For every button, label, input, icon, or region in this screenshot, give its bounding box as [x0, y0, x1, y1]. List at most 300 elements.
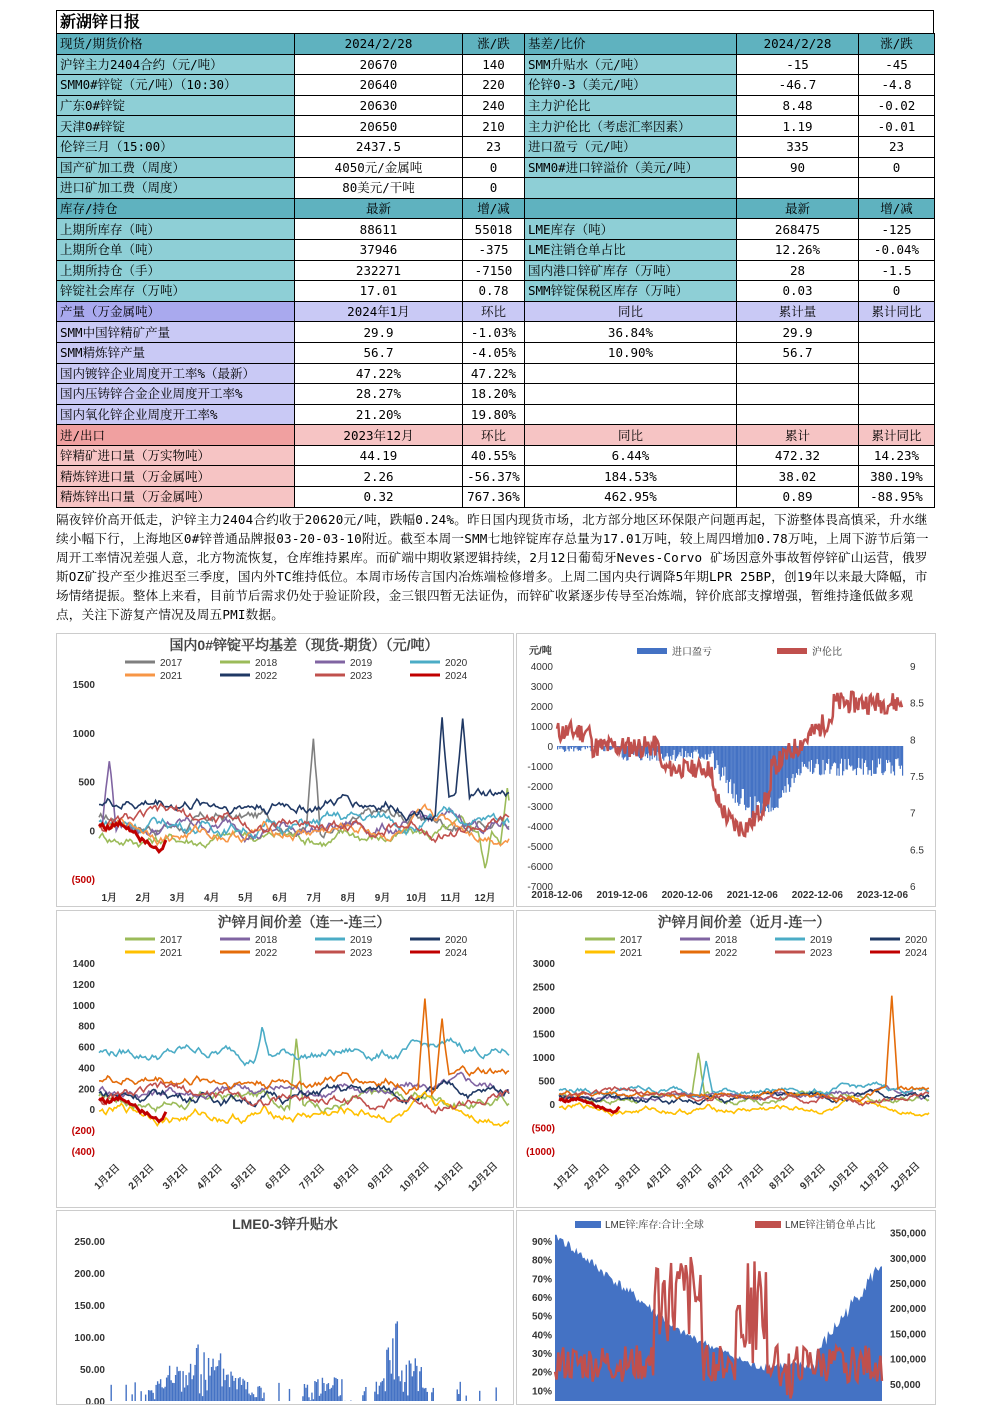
cell-value: 12.26%	[737, 239, 859, 260]
legend-label: 2024	[905, 948, 928, 959]
bar	[702, 746, 703, 758]
bar	[725, 746, 726, 783]
bar	[145, 1395, 146, 1401]
bar	[182, 1371, 183, 1401]
bar	[205, 1380, 206, 1401]
bar	[729, 746, 730, 782]
bar	[864, 746, 865, 763]
row-label: 精炼锌出口量（万金属吨）	[57, 487, 295, 508]
bar	[460, 1382, 461, 1401]
cell-value: 环比	[463, 301, 525, 322]
bar	[690, 746, 691, 757]
y-tick-label: 250.00	[74, 1237, 105, 1248]
bar	[379, 1386, 380, 1401]
bar	[160, 1379, 161, 1401]
cell-value: 23	[859, 136, 935, 157]
cell-value: 累计量	[737, 301, 859, 322]
y-tick-label: (400)	[72, 1147, 95, 1158]
y-tick-label: 60%	[532, 1293, 552, 1304]
bar	[730, 746, 731, 779]
bar	[457, 1389, 458, 1401]
cell-value: 2024年1月	[295, 301, 463, 322]
bar	[364, 1391, 365, 1401]
bar	[829, 746, 830, 774]
y-tick-label: 90%	[532, 1237, 552, 1248]
x-tick-label: 12月2日	[887, 1159, 922, 1194]
row-label: 基差/比价	[525, 34, 737, 55]
bar	[712, 746, 713, 751]
bar	[433, 1388, 434, 1401]
bar	[760, 746, 761, 813]
bar	[878, 746, 879, 759]
bar	[811, 746, 812, 760]
bar	[825, 746, 826, 770]
row-label: 天津0#锌锭	[57, 116, 295, 137]
row-label: 产量（万金属吨）	[57, 301, 295, 322]
bar	[832, 746, 833, 766]
bar	[218, 1360, 219, 1401]
x-tick-label: 2月2日	[125, 1161, 156, 1192]
bar	[736, 746, 737, 795]
row-label: 进/出口	[57, 425, 295, 446]
cell-value: 29.9	[737, 322, 859, 343]
cell-value	[737, 384, 859, 405]
x-tick-label: 9月2日	[365, 1161, 396, 1192]
bar	[391, 1374, 392, 1401]
bar	[837, 746, 838, 768]
bar	[250, 1395, 251, 1401]
y-tick-label: 0	[89, 1105, 95, 1116]
cell-value: 29.9	[295, 322, 463, 343]
bar	[149, 1391, 150, 1401]
bar	[840, 746, 841, 764]
cell-value: -15	[737, 54, 859, 75]
legend-swatch	[575, 1221, 601, 1228]
row-label: 伦锌0-3（美元/吨）	[525, 75, 737, 96]
bar	[885, 746, 886, 771]
bar	[319, 1396, 320, 1401]
bar	[754, 746, 755, 796]
table-row	[57, 198, 935, 219]
bar	[178, 1371, 179, 1401]
row-label: 国内港口锌矿库存（万吨）	[525, 260, 737, 281]
bar	[701, 746, 702, 757]
series-line	[99, 999, 509, 1095]
legend-label: 2020	[445, 658, 468, 669]
bar	[224, 1380, 225, 1401]
bar	[256, 1397, 257, 1401]
bar	[776, 746, 777, 807]
bar	[322, 1378, 323, 1401]
chart-lme-spread-panel	[56, 1210, 514, 1405]
bar	[338, 1396, 339, 1401]
bar	[870, 746, 871, 770]
cell-value: 最新	[295, 198, 463, 219]
bar	[110, 1385, 111, 1401]
bar	[819, 746, 820, 775]
cell-value: 20640	[295, 75, 463, 96]
x-tick-label: 12月2日	[465, 1159, 500, 1194]
bar	[610, 746, 611, 750]
bar	[170, 1380, 171, 1401]
y-tick-label: 1400	[73, 959, 96, 970]
row-label: 462.95%	[525, 487, 737, 508]
x-tick-label: 11月	[441, 891, 462, 904]
bar	[565, 746, 566, 751]
bar	[257, 1387, 258, 1401]
y-tick-label: 800	[78, 1022, 95, 1033]
bar	[190, 1364, 191, 1401]
cell-value: 55018	[463, 219, 525, 240]
bar	[161, 1387, 162, 1401]
cell-value: 210	[463, 116, 525, 137]
series-line	[559, 1087, 929, 1105]
cell-value: 47.22%	[463, 363, 525, 384]
bar	[682, 746, 683, 748]
bar	[758, 746, 759, 801]
x-tick-label: 9月2日	[797, 1161, 828, 1192]
bar	[900, 746, 901, 769]
cell-value: -1.03%	[463, 322, 525, 343]
table-row	[57, 301, 935, 322]
bar	[383, 1378, 384, 1401]
row-label: 现货/期货价格	[57, 34, 295, 55]
row-label: LME库存（吨）	[525, 219, 737, 240]
bar	[572, 746, 573, 747]
y-tick-label: 4000	[531, 662, 554, 673]
x-tick-label: 9月	[375, 891, 391, 904]
cell-value: 56.7	[295, 342, 463, 363]
x-tick-label: 10月2日	[397, 1159, 432, 1194]
bar	[575, 746, 576, 747]
y2-tick-label: 8.5	[910, 699, 924, 710]
table-row	[57, 322, 935, 343]
bar	[380, 1382, 381, 1401]
bar	[664, 746, 665, 757]
bar	[398, 1376, 399, 1401]
bar	[874, 746, 875, 774]
bar	[191, 1379, 192, 1401]
bar	[187, 1385, 188, 1401]
bar	[244, 1381, 245, 1401]
bar	[744, 746, 745, 805]
bar	[717, 746, 718, 765]
bar	[809, 746, 810, 762]
bar	[163, 1388, 164, 1401]
legend-swatch	[637, 648, 667, 654]
legend-label: 2022	[255, 671, 278, 682]
bar	[392, 1338, 393, 1401]
row-label: 沪锌主力2404合约（元/吨）	[57, 54, 295, 75]
bar	[849, 746, 850, 765]
bar	[671, 746, 672, 760]
table-row	[57, 404, 935, 425]
bar	[239, 1377, 240, 1401]
cell-value: 0	[463, 178, 525, 199]
series-line	[559, 996, 929, 1102]
y-tick-label: 3000	[533, 959, 556, 970]
bar	[211, 1367, 212, 1401]
y-tick-label: 500	[78, 778, 95, 789]
cell-value: 23	[463, 136, 525, 157]
row-label: 国内镀锌企业周度开工率%（最新）	[57, 363, 295, 384]
bar	[774, 746, 775, 808]
y-tick-label: 50%	[532, 1312, 552, 1323]
bar	[675, 746, 676, 761]
cell-value: -375	[463, 239, 525, 260]
cell-value: 268475	[737, 219, 859, 240]
table-row	[57, 136, 935, 157]
market-commentary: 隔夜锌价高开低走，沪锌主力2404合约收于20620元/吨，跌幅0.24%。昨日国内现货市场，北方部分地区环保限产问题再起，下游整体畏高慎采，升水继续小幅下行，上海地区0#锌普通品牌报03-20-03-10附近。截至本周一SMM七地锌锭库存总量为17.01万吨，较上周四增加0.78万吨，上周下游节后第一周开工率情况差强人意，北方物流恢复，仓库维持累库。而矿端中期收紧逻辑持续，2月12日葡萄牙Neves-Corvo 矿场因意外事故暂停锌矿山运营，俄罗斯OZ矿投产至少推迟至三季度，国内外TC维持低位。本周市场传言国内冶炼端检修增多。上周二国内央行调降5年期LPR 25BP，创19年以来最大降幅，市场情绪提振。整体上来看，目前节后需求仍处于验证阶段，金三银四暂无法证伪，而锌矿收紧逐步传导至冶炼端，锌价底部支撑增强，暂维持逢低做多观点，关注下游复产情况及周五PMI数据。	[56, 510, 934, 624]
bar	[131, 1394, 132, 1401]
cell-value: 累计同比	[859, 301, 935, 322]
bar	[689, 746, 690, 756]
bar	[830, 746, 831, 769]
bar	[842, 746, 843, 775]
row-label: 主力沪伦比	[525, 95, 737, 116]
bar	[401, 1370, 402, 1401]
y-tick-label: -1000	[527, 762, 553, 773]
bar	[208, 1358, 209, 1401]
bar	[710, 746, 711, 754]
cell-value: -0.01	[859, 116, 935, 137]
bar	[750, 746, 751, 797]
bar	[697, 746, 698, 750]
y-tick-label: (500)	[72, 875, 95, 886]
y-tick-label: 2000	[533, 1006, 556, 1017]
bar	[217, 1366, 218, 1401]
bar	[691, 746, 692, 753]
bar	[574, 746, 575, 748]
bar	[814, 746, 815, 768]
cell-value: 0	[859, 157, 935, 178]
legend-label: 2017	[160, 935, 183, 946]
bar	[882, 746, 883, 775]
bar	[719, 746, 720, 774]
row-label: SMM升贴水（元/吨）	[525, 54, 737, 75]
row-label	[525, 363, 737, 384]
x-tick-label: 4月	[204, 891, 220, 904]
bar	[857, 746, 858, 768]
bar	[757, 746, 758, 802]
bar	[661, 746, 662, 754]
y2-tick-label: 300,000	[890, 1254, 927, 1265]
cell-value: 2024/2/28	[737, 34, 859, 55]
bar	[158, 1384, 159, 1401]
legend-label: 2022	[715, 948, 738, 959]
y2-tick-label: 7.5	[910, 772, 924, 783]
row-label: SMM精炼锌产量	[57, 342, 295, 363]
bar	[668, 746, 669, 757]
y-tick-label: 400	[78, 1063, 95, 1074]
x-tick-label: 2021-12-06	[727, 890, 779, 901]
bar	[203, 1352, 204, 1401]
cell-value: 220	[463, 75, 525, 96]
legend-label: 2023	[350, 948, 373, 959]
bar	[669, 746, 670, 762]
legend-label: 2022	[255, 948, 278, 959]
row-label: SMM0#锌锭（元/吨）（10:30）	[57, 75, 295, 96]
bar	[812, 746, 813, 774]
y2-tick-label: 7	[910, 809, 916, 820]
bar	[901, 746, 902, 766]
bar	[888, 746, 889, 760]
bar	[558, 746, 559, 747]
bar	[232, 1376, 233, 1401]
bar	[564, 746, 565, 752]
chart-lme-stock-panel	[516, 1210, 936, 1405]
cell-value: 增/减	[859, 198, 935, 219]
row-label: 锌锭社会库存（万吨）	[57, 281, 295, 302]
bar	[365, 1387, 366, 1401]
bar	[665, 746, 666, 756]
bar	[813, 746, 814, 772]
bar	[311, 1393, 312, 1401]
y-tick-label: 40%	[532, 1330, 552, 1341]
table-row	[57, 239, 935, 260]
bar	[403, 1392, 404, 1401]
bar	[753, 746, 754, 816]
bar	[302, 1396, 303, 1401]
row-label: 精炼锌进口量（万金属吨）	[57, 466, 295, 487]
cell-value: 38.02	[737, 466, 859, 487]
bar	[833, 746, 834, 763]
cell-value: 18.20%	[463, 384, 525, 405]
bar	[179, 1371, 180, 1401]
bar	[721, 746, 722, 777]
bar	[672, 746, 673, 755]
bar	[761, 746, 762, 819]
bar	[221, 1386, 222, 1401]
cell-value: 47.22%	[295, 363, 463, 384]
y2-tick-label: 6.5	[910, 845, 924, 856]
bar	[880, 746, 881, 759]
bar	[230, 1372, 231, 1401]
table-row	[57, 281, 935, 302]
bar	[810, 746, 811, 772]
legend-label: 2023	[810, 948, 833, 959]
bar	[713, 746, 714, 753]
bar	[850, 746, 851, 767]
bar	[869, 746, 870, 770]
bar	[233, 1381, 234, 1401]
y-tick-label: -6000	[527, 862, 553, 873]
legend-label: 2021	[160, 671, 183, 682]
bar	[791, 746, 792, 778]
cell-value: 0	[463, 157, 525, 178]
cell-value	[859, 404, 935, 425]
y-tick-label: (200)	[72, 1126, 95, 1137]
bar	[259, 1386, 260, 1401]
cell-value: 0.32	[295, 487, 463, 508]
cell-value: 0	[859, 281, 935, 302]
row-label: 上期所仓单（吨）	[57, 239, 295, 260]
bar	[731, 746, 732, 794]
bar	[334, 1377, 335, 1401]
cell-value: 2024/2/28	[295, 34, 463, 55]
legend-label: 2021	[160, 948, 183, 959]
cell-value: 40.55%	[463, 445, 525, 466]
y-tick-label: 1200	[73, 980, 96, 991]
y-tick-label: 70%	[532, 1274, 552, 1285]
row-label: 上期所库存（吨）	[57, 219, 295, 240]
bar	[841, 746, 842, 759]
cell-value: 2437.5	[295, 136, 463, 157]
bar	[573, 746, 574, 751]
x-tick-label: 4月2日	[194, 1161, 225, 1192]
bar	[742, 746, 743, 789]
bar	[166, 1378, 167, 1401]
bar	[699, 746, 700, 758]
bar	[824, 746, 825, 774]
bar	[313, 1399, 314, 1401]
bar	[254, 1397, 255, 1401]
table-row	[57, 384, 935, 405]
chart-title: LME0-3锌升贴水	[232, 1216, 338, 1232]
row-label: 广东0#锌锭	[57, 95, 295, 116]
x-tick-label: 1月	[101, 891, 117, 904]
bar	[421, 1367, 422, 1401]
bar	[223, 1369, 224, 1401]
bar	[890, 746, 891, 773]
bar	[314, 1381, 315, 1401]
legend-label: 2021	[620, 948, 643, 959]
bar	[580, 746, 581, 751]
cell-value: 335	[737, 136, 859, 157]
bar	[155, 1385, 156, 1401]
x-tick-label: 8月	[341, 891, 357, 904]
cell-value: 2023年12月	[295, 425, 463, 446]
bar	[362, 1395, 363, 1401]
bar	[395, 1324, 396, 1401]
row-label: 同比	[525, 301, 737, 322]
bar	[746, 746, 747, 807]
row-label: 36.84%	[525, 322, 737, 343]
chart-lme-stock	[517, 1211, 935, 1404]
row-label: 进口矿加工费（周度）	[57, 178, 295, 199]
row-label	[525, 384, 737, 405]
x-tick-label: 5月2日	[228, 1161, 259, 1192]
data-table	[56, 33, 935, 508]
bar	[458, 1394, 459, 1401]
y-tick-label: 80%	[532, 1256, 552, 1267]
y2-tick-label: 6	[910, 882, 916, 893]
bar	[431, 1392, 432, 1401]
bar	[331, 1388, 332, 1401]
cell-value: 4050元/金属吨	[295, 157, 463, 178]
bar	[847, 746, 848, 770]
bar	[715, 746, 716, 768]
bar	[238, 1378, 239, 1401]
table-row	[57, 466, 935, 487]
cell-value: 19.80%	[463, 404, 525, 425]
bar	[896, 746, 897, 759]
legend-label: LME锌:库存:合计:全球	[605, 1218, 704, 1231]
report-title: 新湖锌日报	[56, 10, 934, 33]
y-tick-label: 3000	[531, 682, 554, 693]
bar	[835, 746, 836, 763]
bar	[194, 1365, 195, 1401]
y2-tick-label: 100,000	[890, 1355, 927, 1366]
bar	[389, 1360, 390, 1401]
x-tick-label: 8月2日	[330, 1161, 361, 1192]
x-tick-label: 10月2日	[826, 1159, 861, 1194]
y-tick-label: 200	[78, 1084, 95, 1095]
cell-value	[859, 322, 935, 343]
bar	[734, 746, 735, 783]
bar	[732, 746, 733, 798]
bar	[865, 746, 866, 760]
